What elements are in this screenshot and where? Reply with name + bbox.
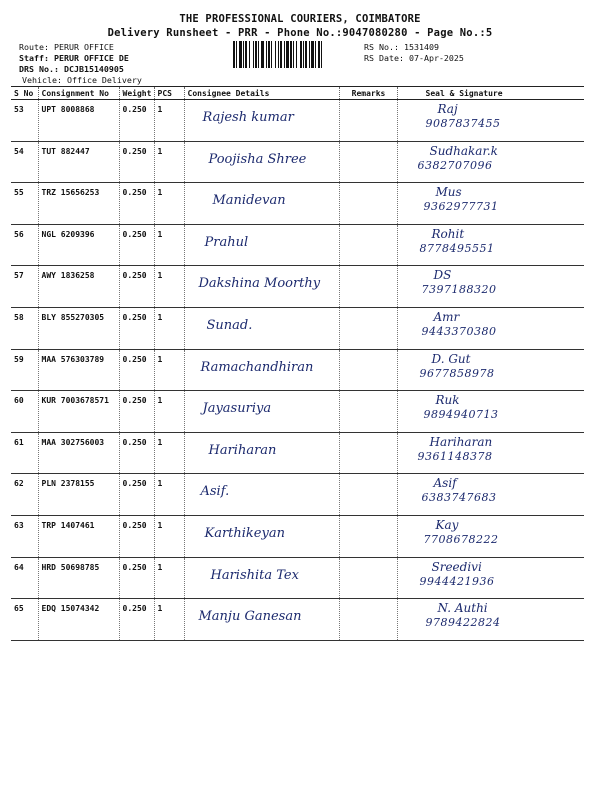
cell-signature [397,391,584,433]
rs-date-value: 07-Apr-2025 [408,53,464,63]
table-row [11,391,584,433]
route-value: PERUR OFFICE [53,42,114,52]
cell-consignment: UPT 8008868 [38,100,119,142]
cell-remarks [339,432,397,474]
table-row [11,557,584,599]
cell-signature [397,307,584,349]
cell-sno: 59 [11,349,38,391]
runsheet-table [11,86,584,641]
cell-consignee [184,599,339,641]
cell-pcs: 1 [154,391,184,433]
col-header-consignee: Consignee Details [184,87,339,100]
cell-remarks [339,349,397,391]
cell-weight: 0.250 [119,183,154,225]
vehicle-line [22,75,142,85]
cell-weight: 0.250 [119,100,154,142]
cell-signature [397,183,584,225]
cell-pcs: 1 [154,183,184,225]
cell-sno: 63 [11,515,38,557]
cell-consignee [184,391,339,433]
cell-consignee [184,183,339,225]
consignee-handwriting: Manju Ganesan [198,609,302,625]
cell-consignment: TUT 882447 [38,141,119,183]
cell-consignee [184,307,339,349]
cell-remarks [339,474,397,516]
signature-phone: 7708678222 [423,532,499,546]
cell-consignment: KUR 7003678571 [38,391,119,433]
consignee-handwriting: Dakshina Moorthy [198,276,321,292]
rs-date-label: RS Date: [364,53,404,63]
signature-phone: 9789422824 [425,616,501,630]
staff-line [19,53,129,63]
col-header-pcs: PCS [154,87,184,100]
signature-phone: 6382707096 [417,158,493,172]
cell-remarks [339,266,397,308]
cell-sno: 58 [11,307,38,349]
drs-label: DRS No.: [19,64,59,74]
consignee-handwriting: Manidevan [212,193,286,209]
cell-weight: 0.250 [119,557,154,599]
cell-remarks [339,224,397,266]
cell-sno: 57 [11,266,38,308]
cell-consignee [184,224,339,266]
signature-name: Rohit [431,226,465,241]
signature-name: DS [433,268,452,283]
drs-line [19,64,124,74]
table-header-row [11,87,584,100]
cell-sno: 64 [11,557,38,599]
cell-consignment: PLN 2378155 [38,474,119,516]
signature-name: Amr [433,309,460,324]
company-title: THE PROFESSIONAL COURIERS, COIMBATORE [179,13,421,25]
cell-weight: 0.250 [119,391,154,433]
drs-value: DCJB15140905 [63,64,124,74]
signature-phone: 7397188320 [421,283,497,297]
rs-date-line [364,53,464,63]
cell-signature [397,224,584,266]
cell-consignee [184,141,339,183]
signature-name: N. Authi [437,601,488,616]
cell-consignment: MAA 576303789 [38,349,119,391]
cell-consignee [184,515,339,557]
cell-consignee [184,100,339,142]
cell-sno: 60 [11,391,38,433]
cell-weight: 0.250 [119,432,154,474]
table-row [11,474,584,516]
signature-name: Ruk [435,393,460,408]
cell-sno: 54 [11,141,38,183]
consignee-handwriting: Prahul [204,234,249,250]
cell-signature [397,432,584,474]
signature-phone: 8778495551 [419,241,495,255]
cell-weight: 0.250 [119,307,154,349]
consignee-handwriting: Poojisha Shree [208,151,307,167]
cell-consignment: HRD 50698785 [38,557,119,599]
signature-name: Kay [435,517,459,532]
cell-pcs: 1 [154,307,184,349]
signature-phone: 9677858978 [419,366,495,380]
signature-phone: 9944421936 [419,574,495,588]
runsheet-title: Delivery Runsheet - PRR - Phone No.:9047080280 - Page No.:5 [107,27,493,39]
cell-consignment: MAA 302756003 [38,432,119,474]
signature-name: Raj [437,102,458,116]
cell-weight: 0.250 [119,474,154,516]
consignee-handwriting: Asif. [200,484,230,500]
consignee-handwriting: Ramachandhiran [200,359,314,375]
cell-consignment: BLY 855270305 [38,307,119,349]
route-label: Route: [19,42,49,52]
table-row [11,599,584,641]
consignee-handwriting: Jayasuriya [202,401,272,417]
rs-no-line [364,42,439,52]
vehicle-label: Vehicle: [22,75,62,85]
cell-weight: 0.250 [119,599,154,641]
cell-signature [397,474,584,516]
cell-pcs: 1 [154,557,184,599]
signature-name: D. Gut [431,351,471,366]
signature-name: Sreedivi [431,559,482,574]
cell-weight: 0.250 [119,266,154,308]
barcode-image [233,41,357,68]
col-header-signature: Seal & Signature [397,87,584,100]
cell-pcs: 1 [154,224,184,266]
cell-signature [397,557,584,599]
cell-signature [397,515,584,557]
staff-label: Staff: [19,53,49,63]
cell-remarks [339,307,397,349]
consignee-handwriting: Harishita Tex [210,567,299,583]
vehicle-value: Office Delivery [66,75,142,85]
cell-weight: 0.250 [119,224,154,266]
cell-consignment: TRZ 15656253 [38,183,119,225]
cell-sno: 56 [11,224,38,266]
signature-phone: 9087837455 [425,117,501,130]
cell-pcs: 1 [154,515,184,557]
cell-signature [397,141,584,183]
signature-phone: 6383747683 [421,491,497,505]
cell-pcs: 1 [154,599,184,641]
cell-pcs: 1 [154,141,184,183]
signature-phone: 9894940713 [423,408,499,422]
table-row [11,515,584,557]
cell-remarks [339,557,397,599]
table-row [11,224,584,266]
cell-consignment: EDQ 15074342 [38,599,119,641]
cell-sno: 55 [11,183,38,225]
col-header-weight: Weight [119,87,154,100]
cell-weight: 0.250 [119,515,154,557]
cell-consignee [184,557,339,599]
cell-sno: 61 [11,432,38,474]
consignee-handwriting: Karthikeyan [204,525,285,541]
signature-phone: 9362977731 [423,200,499,214]
signature-phone: 9361148378 [417,449,493,463]
cell-signature [397,349,584,391]
table-row [11,266,584,308]
rs-no-value: 1531409 [403,42,439,52]
table-row [11,432,584,474]
consignee-handwriting: Hariharan [208,442,277,458]
cell-pcs: 1 [154,266,184,308]
signature-name: Sudhakar.k [429,143,498,158]
cell-sno: 62 [11,474,38,516]
table-row [11,349,584,391]
signature-name: Hariharan [429,434,493,449]
cell-signature [397,266,584,308]
cell-consignee [184,266,339,308]
cell-remarks [339,141,397,183]
signature-name: Asif [433,476,457,491]
cell-remarks [339,599,397,641]
cell-pcs: 1 [154,474,184,516]
cell-signature [397,599,584,641]
signature-name: Mus [435,185,462,200]
rs-no-label: RS No.: [364,42,399,52]
col-header-sno: S No [11,87,38,100]
cell-pcs: 1 [154,100,184,142]
cell-consignee [184,474,339,516]
cell-consignee [184,349,339,391]
table-row [11,183,584,225]
table-row [11,307,584,349]
signature-phone: 9443370380 [421,324,497,338]
table-row [11,141,584,183]
cell-remarks [339,391,397,433]
cell-consignment: TRP 1407461 [38,515,119,557]
cell-consignee [184,432,339,474]
cell-remarks [339,100,397,142]
route-line [19,42,114,52]
cell-weight: 0.250 [119,349,154,391]
cell-pcs: 1 [154,432,184,474]
cell-weight: 0.250 [119,141,154,183]
cell-consignment: NGL 6209396 [38,224,119,266]
cell-remarks [339,515,397,557]
cell-pcs: 1 [154,349,184,391]
cell-sno: 65 [11,599,38,641]
cell-sno: 53 [11,100,38,142]
cell-signature [397,100,584,142]
col-header-consignment: Consignment No [38,87,119,100]
table-row [11,100,584,142]
consignee-handwriting: Sunad. [206,317,253,333]
cell-consignment: AWY 1836258 [38,266,119,308]
consignee-handwriting: Rajesh kumar [202,110,294,125]
col-header-remarks: Remarks [339,87,397,100]
staff-value: PERUR OFFICE DE [53,53,129,63]
cell-remarks [339,183,397,225]
